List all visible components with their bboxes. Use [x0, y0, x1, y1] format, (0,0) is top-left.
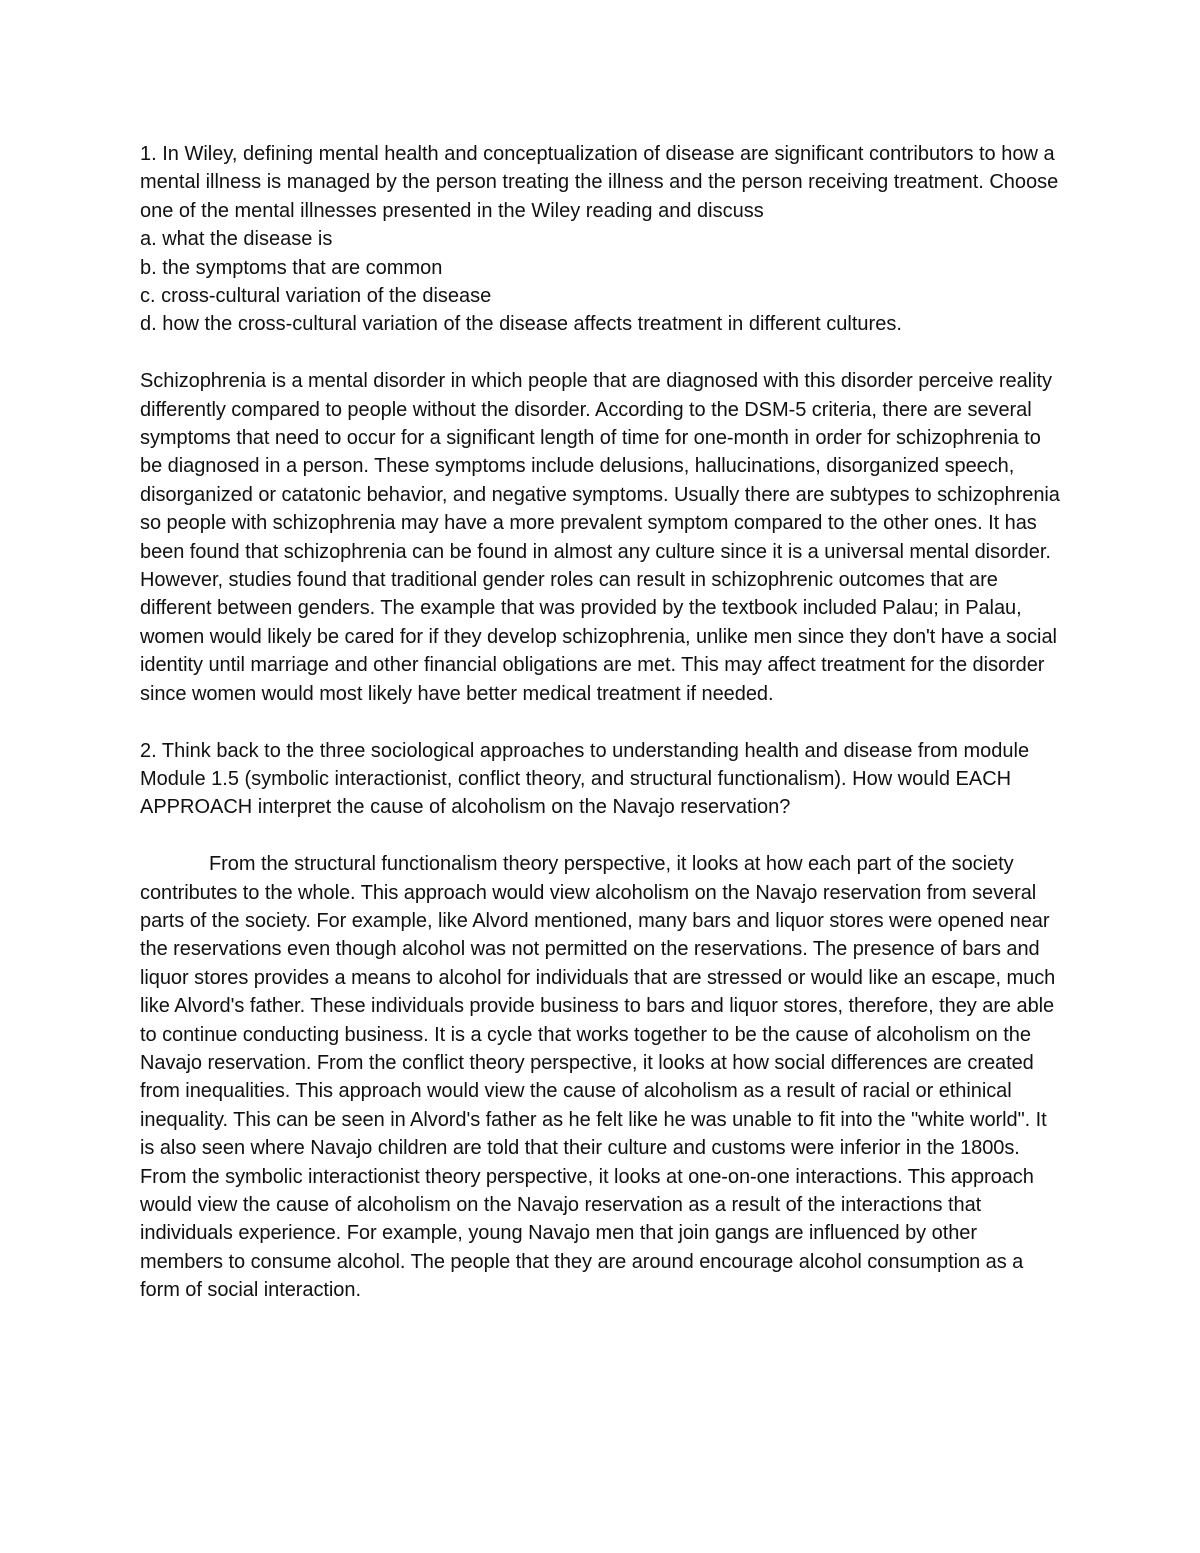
question-1-items — [140, 225, 1065, 339]
question-2-answer: From the structural functionalism theory perspective, it looks at how each part of the society contributes to the whole. This approach would view alcoholism on the Navajo reservation from several parts of the society. For example, like Alvord mentioned, many bars and liquor stores were opened near the reservations even though alcohol was not permitted on the reservations. The presence of bars and liquor stores provides a means to alcohol for individuals that are stressed or would like an escape, much like Alvord's father. These individuals provide business to bars and liquor stores, therefore, they are able to continue conducting business. It is a cycle that works together to be the cause of alcoholism on the Navajo reservation. From the conflict theory perspective, it looks at how social differences are created from inequalities. This approach would view the cause of alcoholism as a result of racial or ethinical inequality. This can be seen in Alvord's father as he felt like he was unable to fit into the "white world". It is also seen where Navajo children are told that their culture and customs were inferior in the 1800s. From the symbolic interactionist theory perspective, it looks at one-on-one interactions. This approach would view the cause of alcoholism on the Navajo reservation as a result of the interactions that individuals experience. For example, young Navajo men that join gangs are influenced by other members to consume alcohol. The people that they are around encourage alcohol consumption as a form of social interaction. — [140, 853, 1056, 1302]
question-1-prompt: 1. In Wiley, defining mental health and conceptualization of disease are significant contributors to how a mental illness is managed by the person treating the illness and the person receiving treatment. Choose one of the mental illnesses presented in the Wiley reading and discuss — [140, 143, 1059, 222]
question-1-section — [140, 140, 1065, 708]
question-1-item-c: c. cross-cultural variation of the disease — [140, 285, 492, 308]
question-1-answer: Schizophrenia is a mental disorder in which people that are diagnosed with this disorder perceive reality differently compared to people without the disorder. According to the DSM-5 criteria, there are several symptoms that need to occur for a significant length of time for one-month in order for schizophrenia to be diagnosed in a person. These symptoms include delusions, hallucinations, disorganized speech, disorganized or catatonic behavior, and negative symptoms. Usually there are subtypes to schizophrenia so people with schizophrenia may have a more prevalent symptom compared to the other ones. It has been found that schizophrenia can be found in almost any culture since it is a universal mental disorder. However, studies found that traditional gender roles can result in schizophrenic outcomes that are different between genders. The example that was provided by the textbook included Palau; in Palau, women would likely be cared for if they develop schizophrenia, unlike men since they don't have a social identity until marriage and other financial obligations are met. This may affect treatment for the disorder since women would most likely have better medical treatment if needed. — [140, 370, 1060, 705]
question-1-item-a: a. what the disease is — [140, 228, 333, 251]
spacer — [140, 822, 1065, 850]
question-2-section — [140, 737, 1065, 1305]
question-2-prompt: 2. Think back to the three sociological approaches to understanding health and disease from module Module 1.5 (symbolic interactionist, conflict theory, and structural functionalism). How would EACH APPROACH interpret the cause of alcoholism on the Navajo reservation? — [140, 739, 1030, 819]
spacer — [140, 708, 1065, 736]
question-1-item-b: b. the symptoms that are common — [140, 256, 443, 279]
question-1-item-d: d. how the cross-cultural variation of the disease affects treatment in different cultures. — [140, 313, 902, 336]
spacer — [140, 339, 1065, 367]
document-body — [140, 140, 1065, 1305]
